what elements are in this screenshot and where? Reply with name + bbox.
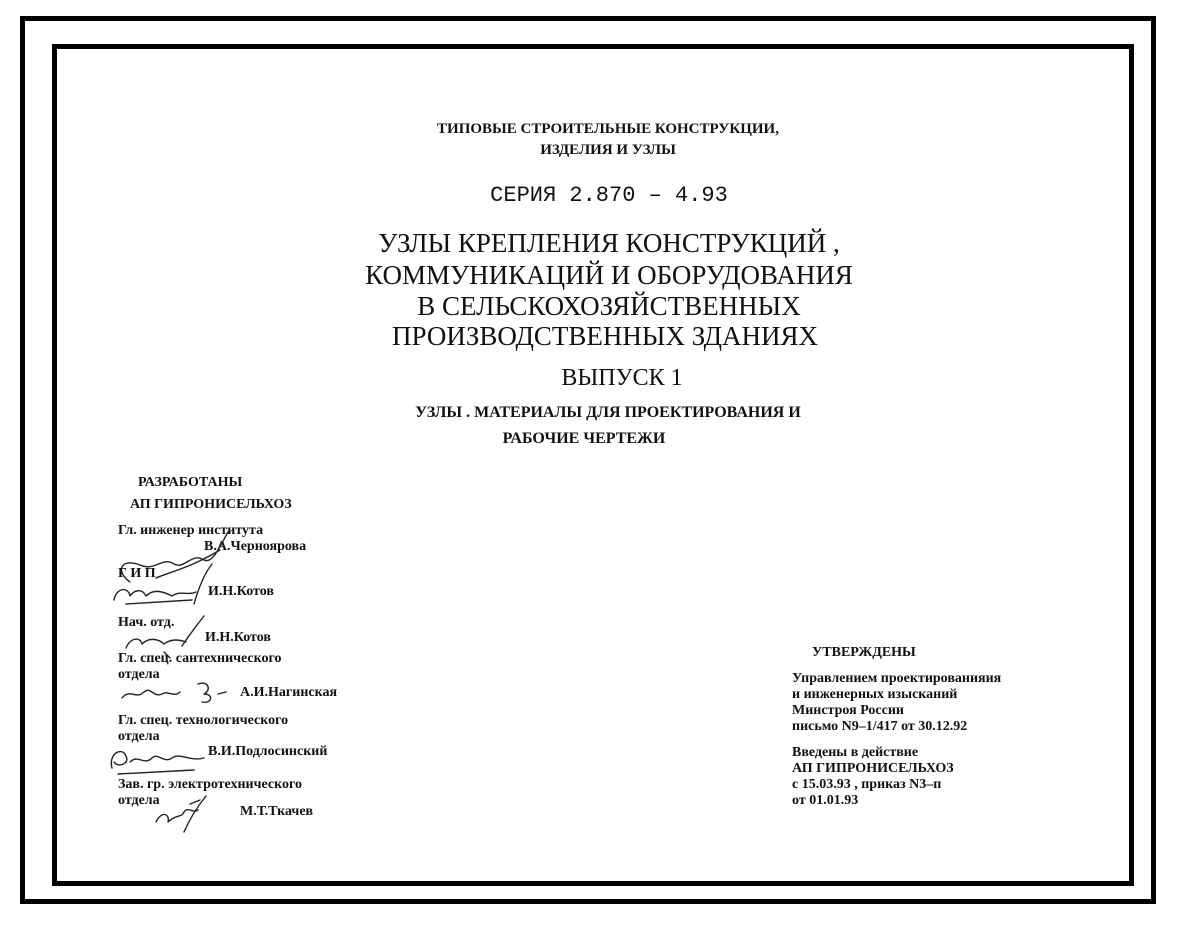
santech-role-2: отдела <box>118 667 160 682</box>
inner-frame <box>52 44 1134 886</box>
developed-org: АП ГИПРОНИСЕЛЬХОЗ <box>130 497 292 512</box>
title-line-3: В СЕЛЬСКОХОЗЯЙСТВЕННЫХ <box>417 291 801 321</box>
approved-line-4: письмо N9–1/417 от 30.12.92 <box>792 719 968 734</box>
approved-line-1: Управлением проектированияия <box>792 671 1002 686</box>
series-number: СЕРИЯ 2.870 – 4.93 <box>490 183 728 208</box>
title-line-2: КОММУНИКАЦИЙ И ОБОРУДОВАНИЯ <box>365 260 853 290</box>
head-dept-role: Нач. отд. <box>118 615 175 630</box>
santech-name: А.И.Нагинская <box>240 685 338 700</box>
subtitle-line-1: УЗЛЫ . МАТЕРИАЛЫ ДЛЯ ПРОЕКТИРОВАНИЯ И <box>415 404 801 421</box>
subtitle-line-2: РАБОЧИЕ ЧЕРТЕЖИ <box>502 430 666 447</box>
electro-role-2: отдела <box>118 793 160 808</box>
approved-line-3: Минстроя России <box>792 703 904 718</box>
gip-name: И.Н.Котов <box>208 584 274 599</box>
tech-role-2: отдела <box>118 729 160 744</box>
santech-signature <box>118 676 238 710</box>
head-dept-name: И.Н.Котов <box>205 630 271 645</box>
tech-name: В.И.Подлосинский <box>208 744 328 759</box>
enacted-line-3: с 15.03.93 , приказ N3–п <box>792 777 942 792</box>
santech-role: Гл. спец. сантехнического <box>118 651 282 666</box>
title-line-4: ПРОИЗВОДСТВЕННЫХ ЗДАНИЯХ <box>391 321 819 351</box>
electro-name: М.Т.Ткачев <box>240 804 314 819</box>
enacted-line-1: Введены в действие <box>792 745 919 760</box>
tech-role: Гл. спец. технологического <box>118 713 289 728</box>
gip-signature <box>106 560 216 610</box>
electro-signature <box>150 792 220 838</box>
gip-role: Г И П <box>118 566 156 581</box>
enacted-line-2: АП ГИПРОНИСЕЛЬХОЗ <box>792 761 954 776</box>
tech-signature <box>104 738 214 778</box>
header-line-1: ТИПОВЫЕ СТРОИТЕЛЬНЫЕ КОНСТРУКЦИИ, <box>437 121 779 137</box>
electro-role: Зав. гр. электротехнического <box>118 777 303 792</box>
chief-engineer-name: В.А.Черноярова <box>204 539 307 554</box>
approved-heading: УТВЕРЖДЕНЫ <box>812 645 916 660</box>
issue-number: ВЫПУСК 1 <box>561 365 683 391</box>
developed-heading: РАЗРАБОТАНЫ <box>138 475 243 490</box>
header-line-2: ИЗДЕЛИЯ И УЗЛЫ <box>540 142 676 158</box>
chief-engineer-role: Гл. инженер института <box>118 523 264 538</box>
enacted-line-4: от 01.01.93 <box>792 793 859 808</box>
title-line-1: УЗЛЫ КРЕПЛЕНИЯ КОНСТРУКЦИЙ , <box>378 228 840 258</box>
approved-line-2: и инженерных изысканий <box>792 687 958 702</box>
